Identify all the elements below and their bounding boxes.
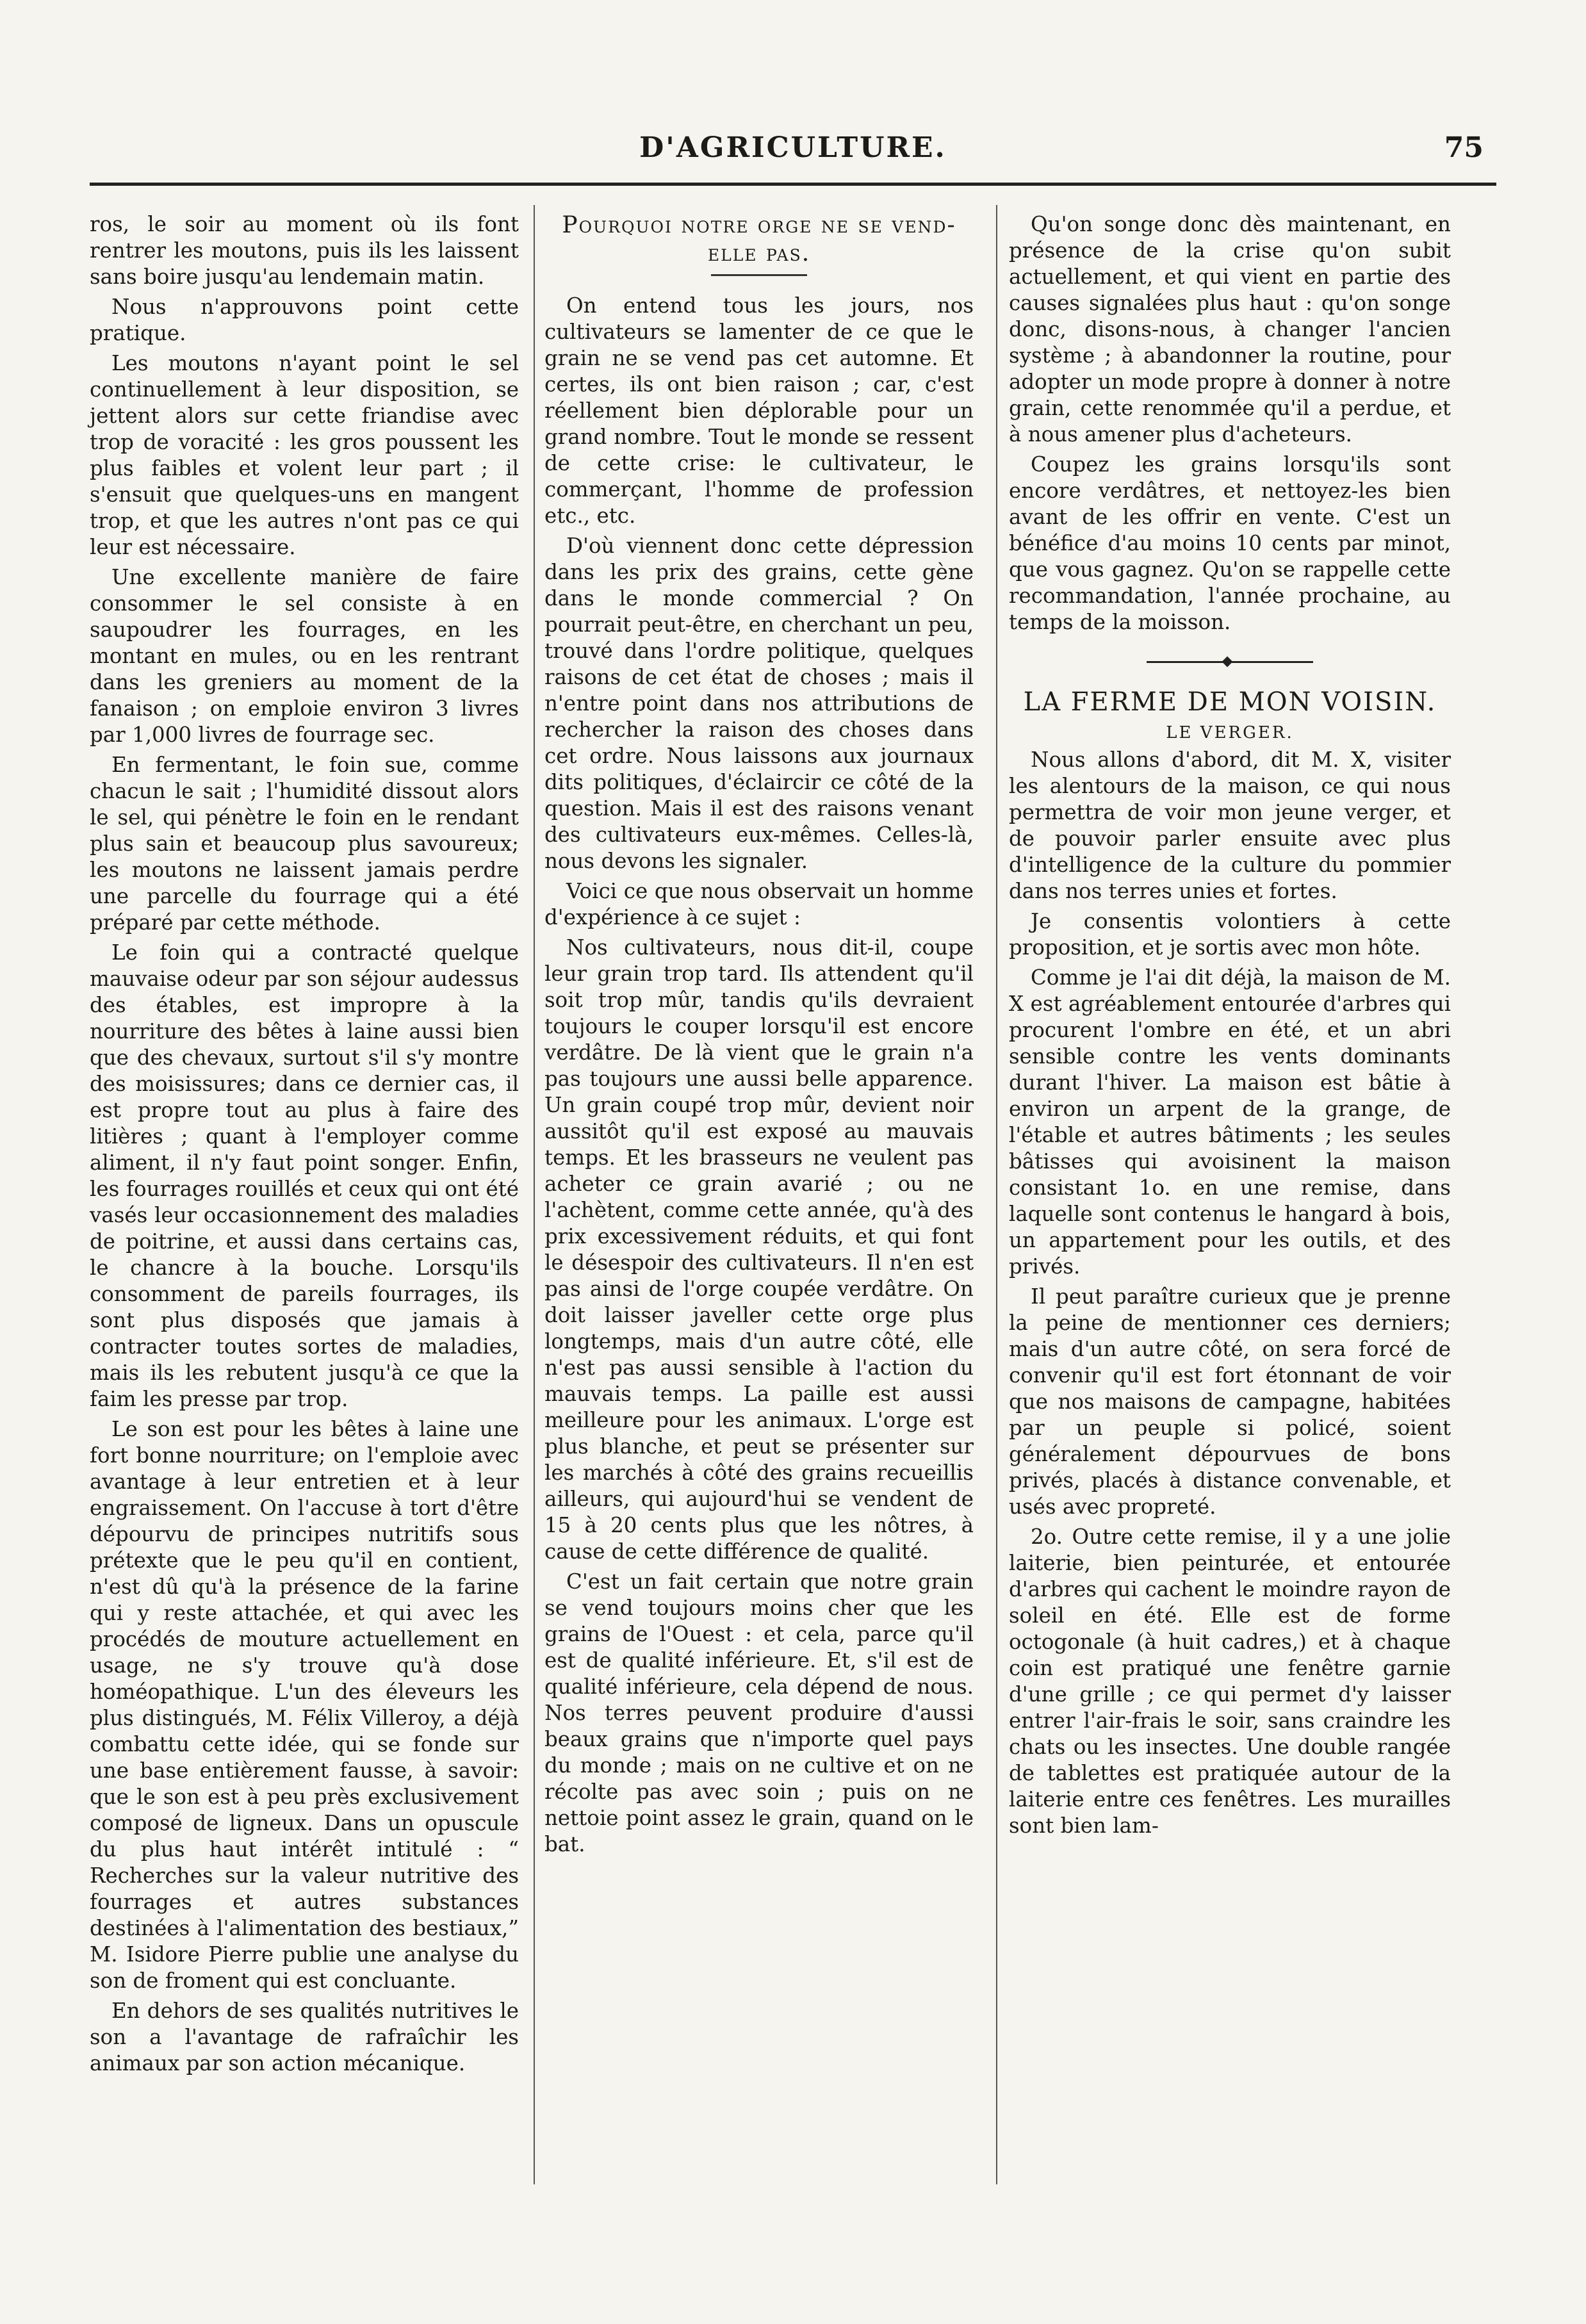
paragraph: ros, le soir au moment où ils font rentrer les moutons, puis ils les laissent sans boire jusqu'au lendemain matin. [90, 212, 519, 289]
running-head [90, 131, 1496, 176]
paragraph: Une excellente manière de faire consommer le sel consiste à en saupoudrer les fourrages, en les montant en mules, ou en les rentrant dans les greniers au moment de la fanaison ; on emploie environ 3 livres par 1,000 livres de fourrage sec. [90, 565, 519, 747]
column-2 [544, 211, 974, 1862]
paragraph: Qu'on songe donc dès maintenant, en présence de la crise qu'on subit actuellement, et qui vient en partie des causes signalées plus haut : qu'on songe donc, disons-nous, à changer l'ancien système ; à abandonner la routine, pour adopter un mode propre à donner à notre grain, cette renommée qu'il a perdue, et à nous amener plus d'acheteurs. [1009, 212, 1451, 446]
paragraph: Nous n'approuvons point cette pratique. [90, 295, 519, 345]
paragraph: Coupez les grains lorsqu'ils sont encore verdâtres, et nettoyez-les bien avant de les offrir en vente. C'est un bénéfice d'au moins 10 cents par minot, que vous gagnez. Qu'on se rappelle cette recommandation, l'année prochaine, au temps de la moisson. [1009, 452, 1451, 634]
column-1 [90, 211, 519, 2081]
title-rule [711, 274, 807, 276]
paragraph: Je consentis volontiers à cette proposition, et je sortis avec mon hôte. [1009, 909, 1451, 960]
paragraph: Le foin qui a contracté quelque mauvaise odeur par son séjour audessus des étables, est impropre à la nourriture des bêtes à laine aussi bien que des chevaux, surtout s'il s'y montre des moisissures; dans ce dernier cas, il est propre tout au plus à faire des litières ; quant à l'employer comme aliment, il n'y faut point songer. Enfin, les fourrages rouillés et ceux qui ont été vasés leur occasionnement des maladies de poitrine, et aussi dans certains cas, le chancre à la bouche. Lorsqu'ils consomment de pareils fourrages, ils sont plus disposés que jamais à contracter toutes sortes de maladies, mais ils les rebutent jusqu'à ce que la faim les presse par trop. [90, 940, 519, 1411]
paragraph: D'où viennent donc cette dépression dans les prix des grains, cette gène dans le monde commercial ? On pourrait peut-être, en cherchant un peu, trouvé dans l'ordre politique, quelques raisons de cet état de choses ; mais il n'entre point dans nos attributions de rechercher la raison des choses dans cet ordre. Nous laissons aux journaux dits politiques, d'éclaircir ce côté de la question. Mais il est des raisons venant des cultivateurs eux-mêmes. Celles-là, nous devons les signaler. [544, 534, 974, 873]
paragraph: Le son est pour les bêtes à laine une fort bonne nourriture; on l'emploie avec avantage à leur entretien et à leur engraissement. On l'accuse à tort d'être dépourvu de principes nutritifs sous prétexte que le peu qu'il en contient, n'est dû qu'à la présence de la farine qui y reste attachée, et qui avec les procédés de mouture actuellement en usage, ne s'y trouve qu'à dose homéopathique. L'un des éleveurs les plus distingués, M. Félix Villeroy, a déjà combattu cette idée, qui se fonde sur une base entièrement fausse, à savoir: que le son est à peu près exclusivement composé de ligneux. Dans un opuscule du plus haut intérêt intitulé : “ Recherches sur la valeur nutritive des fourrages et autres substances destinées à l'alimentation des bestiaux,” M. Isidore Pierre publie une analyse du son de froment qui est concluante. [90, 1417, 519, 1993]
article-title: Pourquoi notre orge ne se vend-elle pas. [562, 212, 956, 266]
header-rule [90, 183, 1496, 186]
paragraph: C'est un fait certain que notre grain se vend toujours moins cher que les grains de l'Ouest : et cela, parce qu'il est de qualité inférieure. Et, s'il est de qualité inférieure, cela dépend de nous. Nos terres peuvent produire d'aussi beaux grains que n'importe quel pays du monde ; mais on ne cultive et on ne récolte pas avec soin ; puis on ne nettoie point assez le grain, quand on le bat. [544, 1569, 974, 1856]
column-3 [1009, 211, 1451, 1843]
column-divider [996, 205, 997, 2184]
paragraph: Il peut paraître curieux que je prenne la peine de mentionner ces derniers; mais d'un autre côté, on sera forcé de convenir qu'il est fort étonnant de voir que nos maisons de campagne, habitées par un peuple si policé, soient généralement dépourvues de bons privés, placés à distance convenable, et usés avec propreté. [1009, 1284, 1451, 1519]
paragraph: En dehors de ses qualités nutritives le son a l'avantage de rafraîchir les animaux par son action mécanique. [90, 1999, 519, 2075]
column-divider [534, 205, 535, 2184]
page-number: 75 [1444, 131, 1484, 164]
running-title: D'AGRICULTURE. [639, 131, 947, 164]
paragraph: On entend tous les jours, nos cultivateurs se lamenter de ce que le grain ne se vend pas cet automne. Et certes, ils ont bien raison ; car, c'est réellement bien déplorable pour un grand nombre. Tout le monde se ressent de cette crise: le cultivateur, le commerçant, l'homme de profession etc., etc. [544, 293, 974, 528]
paragraph: En fermentant, le foin sue, comme chacun le sait ; l'humidité dissout alors le sel, qui pénètre le foin en le rendant plus sain et beaucoup plus savoureux; les moutons ne laissent jamais perdre une parcelle du fourrage qui a été préparé par cette méthode. [90, 753, 519, 935]
article-title: LA FERME DE MON VOISIN. [1023, 687, 1437, 717]
paragraph: Voici ce que nous observait un homme d'expérience à ce sujet : [544, 879, 974, 929]
paragraph: Nos cultivateurs, nous dit-il, coupe leur grain trop tard. Ils attendent qu'il soit trop mûr, tandis qu'ils devraient toujours le couper lorsqu'il est encore verdâtre. De là vient que le grain n'a pas toujours une aussi belle apparence. Un grain coupé trop mûr, devient noir aussitôt qu'il est exposé au mauvais temps. Et les brasseurs ne veulent pas acheter ce grain avarié ; ou ne l'achètent, comme cette année, qu'à des prix excessivement réduits, et qui font le désespoir des cultivateurs. Il n'en est pas ainsi de l'orge coupée verdâtre. On doit laisser javeller cette orge plus longtemps, mais d'un autre côté, elle n'est pas aussi sensible à l'action du mauvais temps. La paille est aussi meilleure pour les animaux. L'orge est plus blanche, et peut se présenter sur les marchés à côté des grains recueillis ailleurs, qui aujourd'hui se vendent de 15 à 20 cents plus que les nôtres, à cause de cette différence de qualité. [544, 935, 974, 1564]
article-subtitle: LE VERGER. [1166, 723, 1294, 742]
ornamental-rule [1147, 657, 1313, 666]
paragraph: Comme je l'ai dit déjà, la maison de M. X est agréablement entourée d'arbres qui procurent l'ombre en été, et un abri sensible contre les vents dominants durant l'hiver. La maison est bâtie à environ un arpent de la grange, de l'étable et autres bâtiments ; les seules bâtisses qui avoisinent la maison consistant 1o. en une remise, dans laquelle sont contenus le hangard à bois, un appartement pour les outils, et des privés. [1009, 965, 1451, 1279]
paragraph: Les moutons n'ayant point le sel continuellement à leur disposition, se jettent alors sur cette friandise avec trop de voracité : les gros poussent les plus faibles et volent leur part ; il s'ensuit que quelques-uns en mangent trop, et que les autres n'ont pas ce qui leur est nécessaire. [90, 351, 519, 559]
paragraph: Nous allons d'abord, dit M. X, visiter les alentours de la maison, ce qui nous permettra de voir mon jeune verger, et de pouvoir parler ensuite avec plus d'intelligence de la culture du pommier dans nos terres unies et fortes. [1009, 748, 1451, 903]
paragraph: 2o. Outre cette remise, il y a une jolie laiterie, bien peinturée, et entourée d'arbres qui cachent le moindre rayon de soleil en été. Elle est de forme octogonale (à huit cadres,) et à chaque coin est pratiqué une fenêtre garnie d'une grille ; ce qui permet d'y laisser entrer l'air-frais le soir, sans craindre les chats ou les insectes. Une double rangée de tablettes est pratiquée autour de la laiterie entre ces fenêtres. Les murailles sont bien lam- [1009, 1525, 1451, 1838]
